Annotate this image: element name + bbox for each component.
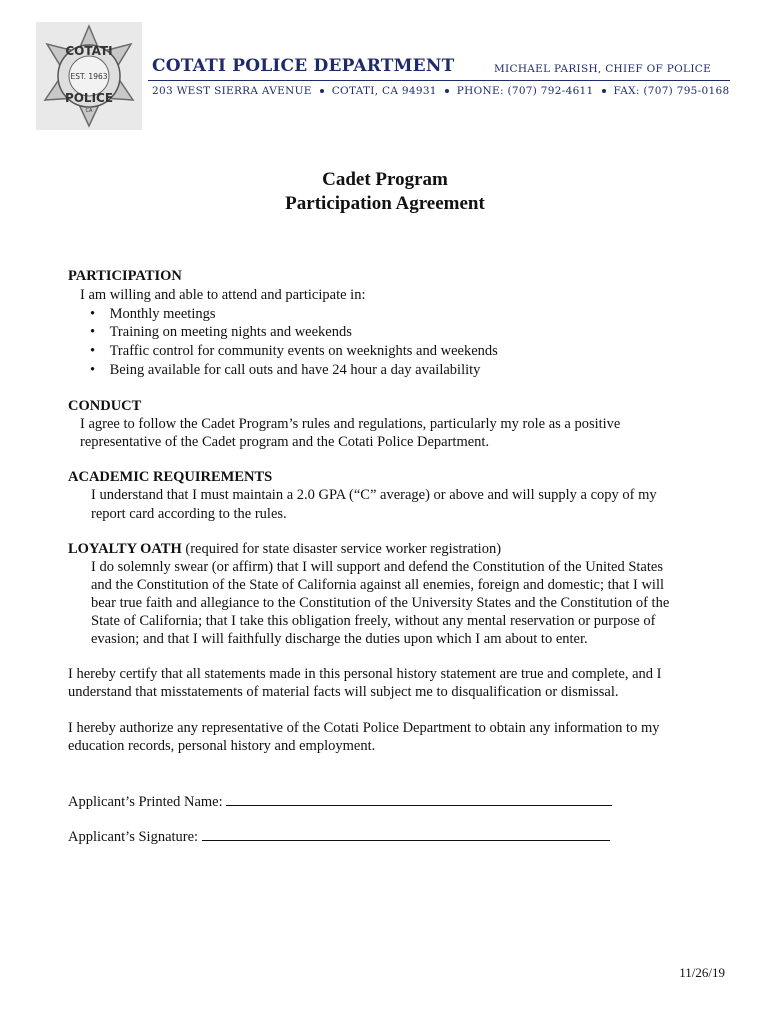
academic-heading: ACADEMIC REQUIREMENTS xyxy=(68,469,273,485)
separator-dot-icon xyxy=(602,89,606,93)
star-badge-icon xyxy=(36,22,142,130)
seal-state-text: CA xyxy=(85,108,93,114)
signature-label: Applicant’s Signature: xyxy=(68,829,199,845)
street-address: 203 WEST SIERRA AVENUE xyxy=(152,85,312,97)
seal-top-text: COTATI xyxy=(65,44,113,58)
seal-est-text: EST. 1963 xyxy=(70,72,108,81)
signature-row xyxy=(68,826,610,846)
academic-text-line: I understand that I must maintain a 2.0 GPA (“C” average) or above and will supply a copy of my xyxy=(91,487,657,503)
address-line xyxy=(152,85,729,97)
list-item-text: Training on meeting nights and weekends xyxy=(109,324,352,340)
seal-bottom-text: POLICE xyxy=(64,91,114,105)
revision-date: 11/26/19 xyxy=(679,965,725,980)
authorize-text-line: I hereby authorize any representative of the Cotati Police Department to obtain any information to my xyxy=(68,720,660,736)
conduct-text-line: representative of the Cadet program and the Cotati Police Department. xyxy=(80,434,490,450)
participation-intro: I am willing and able to attend and participate in: xyxy=(80,287,366,303)
document-title: Cadet Program xyxy=(322,169,448,190)
oath-text-line: evasion; and that I will faithfully discharge the duties upon which I am about to enter. xyxy=(91,631,588,647)
department-name: COTATI POLICE DEPARTMENT xyxy=(152,56,455,76)
certify-text-line: I hereby certify that all statements made in this personal history statement are true and complete, and I xyxy=(68,666,662,682)
header-divider xyxy=(148,80,730,81)
oath-text-line: bear true faith and allegiance to the Constitution of the University States and the Constitution of the xyxy=(91,595,670,611)
list-item: • Training on meeting nights and weekends xyxy=(90,324,352,340)
authorize-text-line: education records, personal history and employment. xyxy=(68,738,376,754)
list-item-text: Being available for call outs and have 24 hour a day availability xyxy=(109,362,481,378)
loyalty-oath-heading xyxy=(68,541,501,558)
printed-name-row xyxy=(68,791,612,811)
separator-dot-icon xyxy=(320,89,324,93)
oath-title: LOYALTY OATH xyxy=(68,541,182,557)
printed-name-label: Applicant’s Printed Name: xyxy=(68,794,223,810)
conduct-text-line: I agree to follow the Cadet Program’s rules and regulations, particularly my role as a positive xyxy=(80,416,621,432)
chief-name: MICHAEL PARISH, CHIEF OF POLICE xyxy=(494,63,712,75)
academic-text-line: report card according to the rules. xyxy=(91,506,287,522)
list-item: • Monthly meetings xyxy=(90,306,216,322)
list-item: • Traffic control for community events on weeknights and weekends xyxy=(90,343,498,359)
department-badge-logo xyxy=(36,22,142,130)
document-subtitle: Participation Agreement xyxy=(285,193,485,214)
printed-name-field[interactable] xyxy=(226,791,612,806)
list-item-text: Traffic control for community events on weeknights and weekends xyxy=(109,343,498,359)
oath-subtitle: (required for state disaster service worker registration) xyxy=(185,541,502,557)
fax-number: FAX: (707) 795-0168 xyxy=(613,85,730,97)
phone-number: PHONE: (707) 792-4611 xyxy=(456,85,594,97)
oath-text-line: and the Constitution of the State of California against all enemies, foreign and domestic; that I will xyxy=(91,577,665,593)
signature-field[interactable] xyxy=(202,826,610,841)
oath-text-line: I do solemnly swear (or affirm) that I will support and defend the Constitution of the United States xyxy=(91,559,663,575)
separator-dot-icon xyxy=(445,89,449,93)
certify-text-line: understand that misstatements of material facts will subject me to disqualification or dismissal. xyxy=(68,684,619,700)
city-state-zip: COTATI, CA 94931 xyxy=(331,85,437,97)
list-item-text: Monthly meetings xyxy=(109,306,216,322)
conduct-heading: CONDUCT xyxy=(68,398,142,414)
list-item: • Being available for call outs and have 24 hour a day availability xyxy=(90,362,481,378)
oath-text-line: State of California; that I take this obligation freely, without any mental reservation or purpose of xyxy=(91,613,656,629)
participation-heading: PARTICIPATION xyxy=(68,268,182,284)
